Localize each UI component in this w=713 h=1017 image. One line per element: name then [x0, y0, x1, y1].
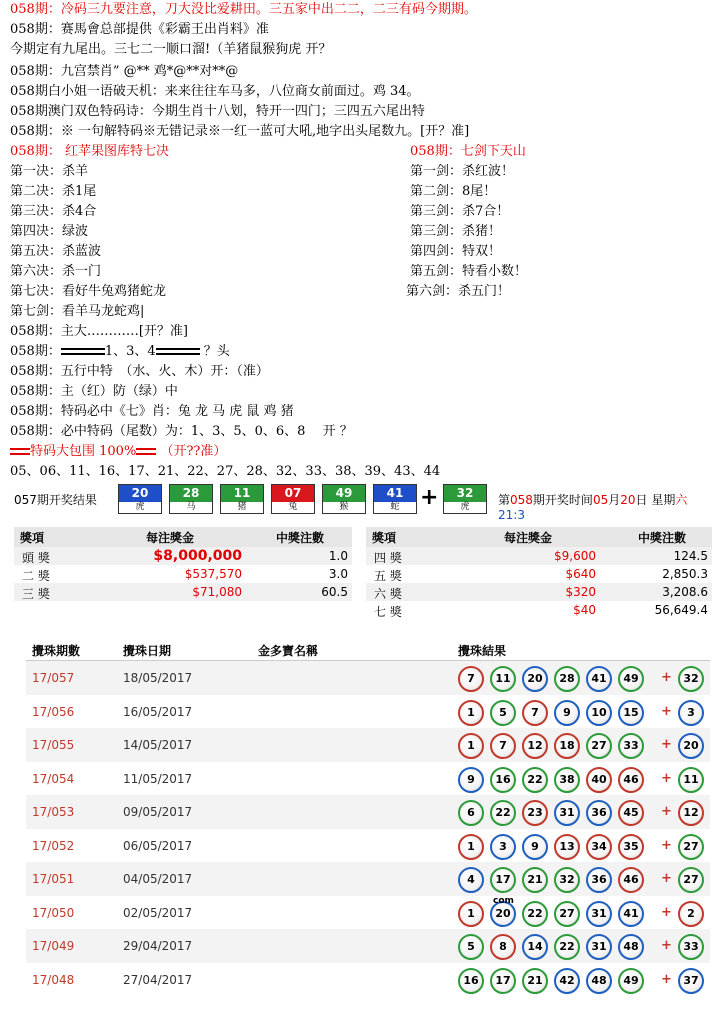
special-ball: 20: [678, 733, 704, 759]
info-time: 21:3: [498, 508, 525, 522]
prize-amount: $640: [565, 567, 596, 581]
draw-ball-number: 07: [272, 485, 314, 502]
prize-header: [366, 527, 712, 547]
plus-icon: +: [661, 904, 672, 920]
qijian-item: 第五剑：特看小数！: [410, 264, 528, 279]
result-ball: 9: [458, 767, 484, 793]
history-date: 04/05/2017: [123, 872, 193, 886]
history-row: [26, 762, 710, 796]
prize-row: [366, 565, 712, 583]
history-issue[interactable]: 17/049: [32, 939, 75, 953]
result-ball: 40: [586, 767, 612, 793]
history-date: 11/05/2017: [123, 771, 193, 786]
result-ball: 38: [554, 767, 580, 793]
special-ball: 32: [678, 666, 704, 692]
result-ball: 15: [618, 700, 644, 726]
draw-ball: [443, 484, 487, 514]
history-issue[interactable]: 17/057: [32, 671, 75, 685]
draw-ball-zodiac: 蛇: [374, 502, 416, 513]
history-row: [26, 963, 710, 997]
result-ball: 33: [618, 733, 644, 759]
result-ball: 6: [458, 800, 484, 826]
qijue-item: 第二决：杀1尾: [10, 184, 97, 199]
result-ball: 22: [554, 934, 580, 960]
result-ball: 48: [618, 934, 644, 960]
result-ball: 36: [586, 867, 612, 893]
info-weekday: 六: [675, 493, 688, 507]
red-bar-icon: [10, 448, 30, 455]
result-ball: 8: [490, 934, 516, 960]
result-ball: 14: [522, 934, 548, 960]
prize-row: [366, 547, 712, 565]
bar-icon: [156, 348, 178, 355]
special-ball: 11: [678, 767, 704, 793]
prize-name: 三 獎: [22, 587, 50, 601]
numbers-line: 05、06、11、16、17、21、22、27、28、32、33、38、39、43、44: [10, 464, 441, 479]
prize-count: 56,649.4: [654, 603, 708, 617]
result-ball: 36: [586, 800, 612, 826]
result-ball: 5: [458, 934, 484, 960]
result-ball: 17: [490, 867, 516, 893]
draw-ball: [271, 484, 315, 514]
prize-amount: $71,080: [192, 585, 242, 599]
result-ball: 12: [522, 733, 548, 759]
draw-ball-zodiac: 猴: [323, 502, 365, 513]
forecast-qixiao: 058期：特码必中《七》肖：兔 龙 马 虎 鼠 鸡 猪: [10, 404, 294, 419]
result-ball: 20: [490, 901, 516, 927]
forecast-tou: [10, 344, 230, 360]
result-ball: 18: [554, 733, 580, 759]
prize-header-cell: 獎項: [20, 531, 45, 545]
history-issue[interactable]: 17/052: [32, 838, 75, 853]
history-issue[interactable]: 17/054: [32, 771, 75, 786]
result-ball: 16: [458, 968, 484, 994]
qijian-item: 第三剑：杀7合！: [410, 204, 510, 219]
result-ball: 10: [586, 700, 612, 726]
forecast-zhuda: 058期：主大…………[开？准]: [10, 324, 188, 339]
history-row: [26, 795, 710, 829]
prize-name: 五 獎: [374, 569, 402, 583]
prize-row: [366, 583, 712, 601]
result-ball: 49: [618, 666, 644, 692]
result-ball: 1: [458, 700, 484, 726]
result-ball: 27: [554, 901, 580, 927]
forecast-baowei: [10, 444, 226, 460]
history-row: [26, 896, 710, 930]
plus-icon: +: [661, 770, 672, 786]
history-row: [26, 829, 710, 863]
prize-name: 四 獎: [374, 551, 402, 565]
special-ball: 3: [678, 700, 704, 726]
baowei-suffix: （开??准）: [160, 444, 227, 459]
qijue-item: 第七剑：看羊马龙蛇鸡|: [10, 304, 145, 319]
col-result-header: 攪珠結果: [458, 644, 507, 658]
prize-amount: $8,000,000: [153, 548, 242, 564]
draw-ball-zodiac: 马: [170, 502, 212, 513]
history-row: [26, 695, 710, 729]
history-date: 18/05/2017: [123, 671, 193, 685]
col-date-header: 攪珠日期: [123, 644, 172, 658]
forecast-line: 058期：※ 一句解特码※无错记录※一红一蓝可大吼,地字出头尾数九。[开？准]: [10, 124, 470, 139]
result-ball: 1: [458, 733, 484, 759]
prize-table-left: [14, 527, 352, 601]
result-ball: 21: [522, 867, 548, 893]
prize-header-cell: 獎項: [372, 531, 397, 545]
result-ball: 49: [618, 968, 644, 994]
draw-ball: [322, 484, 366, 514]
forecast-wuxing: 058期：五行中特 （水、火、木）开：（准）: [10, 364, 269, 379]
forecast-hongl: 058期：主（红）防（绿）中: [10, 384, 178, 399]
com-watermark: com: [493, 895, 514, 906]
info-prefix: 第: [498, 493, 511, 507]
special-ball: 33: [678, 934, 704, 960]
red-bar-icon: [136, 448, 156, 455]
result-ball: 46: [618, 867, 644, 893]
prize-count: 3.0: [328, 567, 348, 581]
result-ball: 48: [586, 968, 612, 994]
info-mword: 月: [608, 493, 621, 507]
prize-row: [14, 547, 352, 565]
result-ball: 4: [458, 867, 484, 893]
prize-header: [14, 527, 352, 547]
qijian-item: 第六剑：杀五门！: [406, 284, 511, 299]
result-ball: 17: [490, 968, 516, 994]
history-date: 09/05/2017: [123, 805, 193, 819]
qijue-item: 第三决：杀4合: [10, 204, 97, 219]
qijue-item: 第七决：看好牛兔鸡猪蛇龙: [10, 284, 167, 299]
draw-result-strip: [0, 482, 713, 522]
bar-icon: [178, 348, 200, 355]
history-row: [26, 929, 710, 963]
plus-icon: +: [661, 804, 672, 819]
history-issue[interactable]: 17/053: [32, 805, 75, 819]
history-row: [26, 661, 710, 695]
qijian-item: 第四剑：特双！: [410, 244, 502, 259]
prize-row: [14, 565, 352, 583]
info-dword: 日 星期: [635, 493, 676, 507]
info-day: 20: [620, 493, 636, 507]
plus-icon: +: [661, 670, 672, 685]
result-ball: 31: [586, 901, 612, 927]
prize-amount: $537,570: [184, 567, 242, 581]
qijian-item: 第一剑：杀红波！: [410, 164, 515, 179]
plus-icon: +: [661, 837, 672, 853]
prize-amount: $40: [573, 603, 596, 617]
qijue-item: 第六决：杀一门: [10, 264, 102, 279]
bar-icon: [61, 348, 83, 355]
result-ball: 28: [554, 666, 580, 692]
prize-name: 二 獎: [22, 569, 50, 583]
result-ball: 1: [458, 834, 484, 860]
qijian-item: 第三剑：杀猪！: [410, 224, 502, 239]
plus-icon: +: [661, 971, 672, 987]
history-date: 27/04/2017: [123, 972, 193, 987]
draw-ball: [118, 484, 162, 514]
draw-ball: [373, 484, 417, 514]
forecast-line: 058期白小姐一语破天机：来来往往车马多，八位商女前面过。鸡 34。: [10, 84, 420, 99]
result-ball: 27: [586, 733, 612, 759]
history-header: [26, 638, 710, 661]
prize-amount: $9,600: [554, 549, 596, 563]
prize-name: 頭 獎: [22, 551, 50, 565]
draw-ball: [169, 484, 213, 514]
prize-count: 3,208.6: [662, 585, 708, 599]
col-name-header: 金多寶名稱: [258, 644, 319, 658]
prize-table-right: [366, 527, 712, 619]
result-ball: 31: [554, 800, 580, 826]
special-ball: 12: [678, 800, 704, 826]
draw-ball-number: 49: [323, 485, 365, 502]
prize-amount: $320: [565, 585, 596, 599]
prize-count: 1.0: [328, 549, 348, 563]
tou-suffix: ？头: [203, 344, 230, 359]
plus-icon: +: [661, 737, 672, 752]
result-ball: 9: [554, 700, 580, 726]
history-table: [26, 638, 710, 996]
right-column-header: 058期：七剑下天山: [410, 144, 526, 159]
forecast-line: 058期：冷码三九要注意，刀大没比爱耕田。三五家中出二二，二三有码今期期。: [10, 2, 477, 17]
prize-count: 60.5: [321, 585, 348, 599]
draw-ball-number: 32: [444, 485, 486, 502]
info-month: 05: [592, 493, 609, 507]
history-issue[interactable]: 17/051: [32, 872, 75, 886]
draw-ball-zodiac: 虎: [444, 502, 486, 513]
baowei-text: 特码大包围 100%: [30, 444, 137, 459]
special-ball: 37: [678, 968, 704, 994]
info-issue: 058: [510, 493, 533, 507]
draw-label: 057期开奖结果: [14, 493, 97, 507]
result-ball: 32: [554, 867, 580, 893]
history-date: 16/05/2017: [123, 704, 193, 719]
forecast-weishu: 058期：必中特码（尾数）为：1、3、5、0、6、8 开 ？: [10, 424, 353, 439]
draw-info: [498, 491, 713, 522]
result-ball: 7: [522, 700, 548, 726]
draw-ball: [220, 484, 264, 514]
qijue-item: 第一决：杀羊: [10, 164, 89, 179]
plus-icon: +: [661, 871, 672, 886]
result-ball: 46: [618, 767, 644, 793]
info-mid: 期开奖时间: [532, 493, 593, 507]
plus-icon: +: [420, 485, 439, 510]
history-row: [26, 728, 710, 762]
special-ball: 27: [678, 867, 704, 893]
history-date: 06/05/2017: [123, 838, 193, 853]
result-ball: 3: [490, 834, 516, 860]
history-issue[interactable]: 17/056: [32, 704, 75, 719]
result-ball: 5: [490, 700, 516, 726]
qijue-item: 第五决：杀蓝波: [10, 244, 102, 259]
result-ball: 45: [618, 800, 644, 826]
qijue-item: 第四决：绿波: [10, 224, 89, 239]
prize-header-cell: 中獎注數: [276, 531, 325, 545]
plus-icon: +: [661, 703, 672, 719]
draw-ball-zodiac: 猪: [221, 502, 263, 513]
result-ball: 22: [522, 901, 548, 927]
qijian-item: 第二剑：8尾！: [410, 184, 497, 199]
result-ball: 22: [522, 767, 548, 793]
draw-ball-zodiac: 兔: [272, 502, 314, 513]
history-issue[interactable]: 17/050: [32, 905, 75, 920]
prize-name: 六 獎: [374, 587, 402, 601]
prize-row: [14, 583, 352, 601]
prize-count: 2,850.3: [662, 567, 708, 581]
prize-row: [366, 601, 712, 619]
history-issue[interactable]: 17/048: [32, 972, 75, 987]
plus-icon: +: [661, 938, 672, 953]
draw-ball-number: 20: [119, 485, 161, 502]
draw-ball-zodiac: 虎: [119, 502, 161, 513]
result-ball: 1: [458, 901, 484, 927]
forecast-line: 058期：九宫禁肖” @** 鸡*@**对**@: [10, 64, 239, 79]
draw-ball-number: 41: [374, 485, 416, 502]
forecast-line: 058期：赛馬會总部提供《彩霸王出肖料》准: [10, 22, 269, 37]
history-date: 14/05/2017: [123, 738, 193, 752]
result-ball: 31: [586, 934, 612, 960]
result-ball: 7: [490, 733, 516, 759]
prize-header-cell: 每注獎金: [504, 531, 553, 545]
forecast-line: 今期定有九尾出。三七二一顺口溜!（羊猪鼠猴狗虎 开？: [10, 42, 332, 57]
prize-header-cell: 中獎注數: [638, 531, 687, 545]
result-ball: 22: [490, 800, 516, 826]
special-ball: 27: [678, 834, 704, 860]
history-row: [26, 862, 710, 896]
result-ball: 13: [554, 834, 580, 860]
result-ball: 35: [618, 834, 644, 860]
tou-numbers: 1、3、4: [104, 344, 156, 359]
result-ball: 9: [522, 834, 548, 860]
result-ball: 20: [522, 666, 548, 692]
col-issue-header: 攪珠期數: [32, 644, 81, 658]
draw-ball-number: 28: [170, 485, 212, 502]
result-ball: 23: [522, 800, 548, 826]
result-ball: 41: [618, 901, 644, 927]
special-ball: 2: [678, 901, 704, 927]
bar-icon: [83, 348, 105, 355]
left-column-header: 058期： 红苹果图库特七决: [10, 144, 169, 159]
history-issue[interactable]: 17/055: [32, 738, 75, 752]
prize-count: 124.5: [673, 549, 708, 563]
prize-header-cell: 每注獎金: [146, 531, 195, 545]
tou-prefix: 058期：: [10, 344, 61, 359]
history-date: 02/05/2017: [123, 905, 193, 920]
forecast-line: 058期澳门双色特码诗：今期生肖十八划，特开一四门；三四五六尾出特: [10, 104, 425, 119]
result-ball: 11: [490, 666, 516, 692]
result-ball: 7: [458, 666, 484, 692]
result-ball: 41: [586, 666, 612, 692]
result-ball: 34: [586, 834, 612, 860]
history-date: 29/04/2017: [123, 939, 193, 953]
result-ball: 21: [522, 968, 548, 994]
draw-ball-number: 11: [221, 485, 263, 502]
prize-name: 七 獎: [374, 605, 402, 619]
result-ball: 42: [554, 968, 580, 994]
result-ball: 16: [490, 767, 516, 793]
